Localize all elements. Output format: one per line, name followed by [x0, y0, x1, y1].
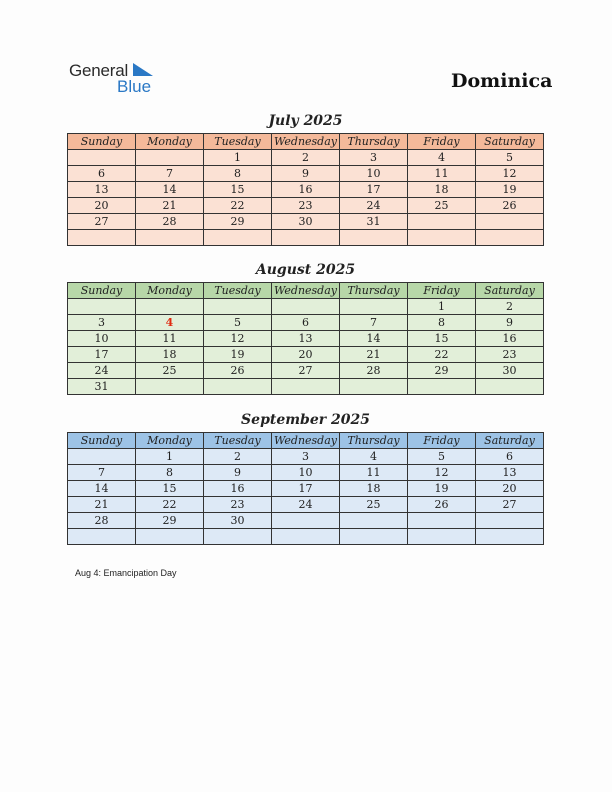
weekday-header-row — [68, 134, 544, 150]
day-cell: 31 — [68, 379, 136, 395]
week-row — [68, 513, 544, 529]
day-cell: 13 — [68, 182, 136, 198]
empty-day-cell — [136, 150, 204, 166]
day-cell: 1 — [408, 299, 476, 315]
day-cell: 8 — [408, 315, 476, 331]
day-cell: 21 — [340, 347, 408, 363]
weekday-header: Friday — [408, 283, 476, 299]
day-cell: 25 — [408, 198, 476, 214]
country-title: Dominica — [451, 70, 553, 92]
day-cell: 18 — [136, 347, 204, 363]
week-row — [68, 214, 544, 230]
day-cell: 28 — [68, 513, 136, 529]
day-cell: 10 — [340, 166, 408, 182]
weekday-header: Friday — [408, 134, 476, 150]
empty-day-cell — [340, 513, 408, 529]
holiday-note: Aug 4: Emancipation Day — [75, 568, 177, 578]
weekday-header: Sunday — [68, 433, 136, 449]
week-row — [68, 379, 544, 395]
day-cell: 26 — [204, 363, 272, 379]
weekday-header: Wednesday — [272, 134, 340, 150]
day-cell: 26 — [408, 497, 476, 513]
weekday-header: Thursday — [340, 433, 408, 449]
day-cell: 30 — [476, 363, 544, 379]
day-cell: 29 — [204, 214, 272, 230]
day-cell: 5 — [204, 315, 272, 331]
day-cell: 28 — [136, 214, 204, 230]
week-row — [68, 299, 544, 315]
day-cell: 4 — [340, 449, 408, 465]
day-cell: 22 — [204, 198, 272, 214]
day-cell: 4 — [408, 150, 476, 166]
day-cell: 11 — [340, 465, 408, 481]
week-row — [68, 331, 544, 347]
month-title-july: July 2025 — [268, 113, 343, 129]
day-cell: 14 — [136, 182, 204, 198]
day-cell: 20 — [68, 198, 136, 214]
weekday-header: Sunday — [68, 283, 136, 299]
day-cell: 18 — [340, 481, 408, 497]
weekday-header: Tuesday — [204, 433, 272, 449]
calendar-body — [68, 449, 544, 545]
day-cell: 27 — [68, 214, 136, 230]
empty-day-cell — [136, 379, 204, 395]
day-cell: 5 — [408, 449, 476, 465]
day-cell: 22 — [136, 497, 204, 513]
day-cell: 5 — [476, 150, 544, 166]
empty-day-cell — [340, 230, 408, 246]
day-cell: 23 — [272, 198, 340, 214]
empty-day-cell — [204, 379, 272, 395]
empty-day-cell — [272, 230, 340, 246]
empty-day-cell — [136, 230, 204, 246]
week-row — [68, 449, 544, 465]
logo-text-blue: Blue — [117, 77, 152, 96]
day-cell: 17 — [272, 481, 340, 497]
day-cell: 2 — [476, 299, 544, 315]
weekday-header: Wednesday — [272, 283, 340, 299]
weekday-header: Monday — [136, 134, 204, 150]
day-cell: 14 — [68, 481, 136, 497]
empty-day-cell — [476, 214, 544, 230]
day-cell: 29 — [136, 513, 204, 529]
empty-day-cell — [476, 513, 544, 529]
empty-day-cell — [68, 230, 136, 246]
day-cell: 10 — [68, 331, 136, 347]
day-cell: 10 — [272, 465, 340, 481]
empty-day-cell — [272, 513, 340, 529]
day-cell: 11 — [136, 331, 204, 347]
weekday-header: Wednesday — [272, 433, 340, 449]
weekday-header: Monday — [136, 283, 204, 299]
day-cell: 20 — [272, 347, 340, 363]
day-cell: 6 — [272, 315, 340, 331]
day-cell: 3 — [68, 315, 136, 331]
day-cell: 17 — [68, 347, 136, 363]
calendar-body — [68, 150, 544, 246]
week-row — [68, 198, 544, 214]
empty-day-cell — [408, 513, 476, 529]
day-cell: 31 — [340, 214, 408, 230]
day-cell: 24 — [340, 198, 408, 214]
weekday-header: Monday — [136, 433, 204, 449]
day-cell: 25 — [136, 363, 204, 379]
calendar-september — [67, 432, 544, 545]
day-cell: 19 — [476, 182, 544, 198]
empty-day-cell — [408, 230, 476, 246]
weekday-header-row — [68, 433, 544, 449]
day-cell: 9 — [204, 465, 272, 481]
week-row — [68, 150, 544, 166]
day-cell: 30 — [204, 513, 272, 529]
day-cell: 15 — [204, 182, 272, 198]
day-cell: 21 — [136, 198, 204, 214]
day-cell: 12 — [476, 166, 544, 182]
month-title-september: September 2025 — [241, 412, 370, 428]
day-cell: 19 — [204, 347, 272, 363]
logo-text-general: General — [69, 61, 129, 80]
day-cell: 16 — [204, 481, 272, 497]
logo-triangle-icon — [133, 63, 153, 77]
empty-day-cell — [340, 529, 408, 545]
day-cell: 23 — [476, 347, 544, 363]
day-cell: 25 — [340, 497, 408, 513]
empty-day-cell — [340, 299, 408, 315]
empty-day-cell — [340, 379, 408, 395]
week-row — [68, 363, 544, 379]
empty-day-cell — [68, 150, 136, 166]
week-row — [68, 315, 544, 331]
day-cell: 6 — [68, 166, 136, 182]
calendar-july — [67, 133, 544, 246]
day-cell: 20 — [476, 481, 544, 497]
day-cell: 16 — [272, 182, 340, 198]
day-cell: 11 — [408, 166, 476, 182]
generalblue-logo — [69, 61, 169, 97]
day-cell: 29 — [408, 363, 476, 379]
day-cell: 8 — [136, 465, 204, 481]
week-row — [68, 230, 544, 246]
weekday-header: Thursday — [340, 134, 408, 150]
month-title-august: August 2025 — [255, 262, 356, 278]
day-cell: 28 — [340, 363, 408, 379]
empty-day-cell — [68, 529, 136, 545]
day-cell: 3 — [340, 150, 408, 166]
day-cell: 1 — [136, 449, 204, 465]
day-cell: 12 — [408, 465, 476, 481]
weekday-header: Tuesday — [204, 134, 272, 150]
empty-day-cell — [408, 379, 476, 395]
week-row — [68, 481, 544, 497]
day-cell: 19 — [408, 481, 476, 497]
day-cell: 7 — [340, 315, 408, 331]
day-cell: 7 — [136, 166, 204, 182]
empty-day-cell — [272, 379, 340, 395]
empty-day-cell — [204, 299, 272, 315]
empty-day-cell — [204, 230, 272, 246]
day-cell: 12 — [204, 331, 272, 347]
day-cell: 30 — [272, 214, 340, 230]
empty-day-cell — [204, 529, 272, 545]
weekday-header-row — [68, 283, 544, 299]
day-cell: 1 — [204, 150, 272, 166]
day-cell: 13 — [476, 465, 544, 481]
week-row — [68, 182, 544, 198]
day-cell: 8 — [204, 166, 272, 182]
day-cell: 17 — [340, 182, 408, 198]
day-cell: 23 — [204, 497, 272, 513]
week-row — [68, 347, 544, 363]
empty-day-cell — [136, 299, 204, 315]
day-cell: 22 — [408, 347, 476, 363]
day-cell: 2 — [272, 150, 340, 166]
week-row — [68, 166, 544, 182]
day-cell: 16 — [476, 331, 544, 347]
weekday-header: Friday — [408, 433, 476, 449]
empty-day-cell — [408, 214, 476, 230]
empty-day-cell — [68, 449, 136, 465]
day-cell: 15 — [408, 331, 476, 347]
week-row — [68, 465, 544, 481]
day-cell: 9 — [272, 166, 340, 182]
empty-day-cell — [476, 230, 544, 246]
day-cell: 24 — [68, 363, 136, 379]
day-cell: 7 — [68, 465, 136, 481]
week-row — [68, 529, 544, 545]
weekday-header: Saturday — [476, 134, 544, 150]
empty-day-cell — [68, 299, 136, 315]
empty-day-cell — [272, 299, 340, 315]
day-cell: 6 — [476, 449, 544, 465]
day-cell: 2 — [204, 449, 272, 465]
day-cell: 13 — [272, 331, 340, 347]
day-cell: 18 — [408, 182, 476, 198]
empty-day-cell — [136, 529, 204, 545]
day-cell: 27 — [476, 497, 544, 513]
calendar-august — [67, 282, 544, 395]
empty-day-cell — [272, 529, 340, 545]
empty-day-cell — [476, 529, 544, 545]
day-cell: 14 — [340, 331, 408, 347]
weekday-header: Saturday — [476, 283, 544, 299]
weekday-header: Saturday — [476, 433, 544, 449]
empty-day-cell — [408, 529, 476, 545]
day-cell: 21 — [68, 497, 136, 513]
day-cell: 27 — [272, 363, 340, 379]
day-cell: 15 — [136, 481, 204, 497]
day-cell: 24 — [272, 497, 340, 513]
week-row — [68, 497, 544, 513]
calendar-body — [68, 299, 544, 395]
weekday-header: Tuesday — [204, 283, 272, 299]
day-cell: 26 — [476, 198, 544, 214]
day-cell: 9 — [476, 315, 544, 331]
day-cell: 3 — [272, 449, 340, 465]
weekday-header: Thursday — [340, 283, 408, 299]
weekday-header: Sunday — [68, 134, 136, 150]
holiday-day-cell: 4 — [136, 315, 204, 331]
empty-day-cell — [476, 379, 544, 395]
